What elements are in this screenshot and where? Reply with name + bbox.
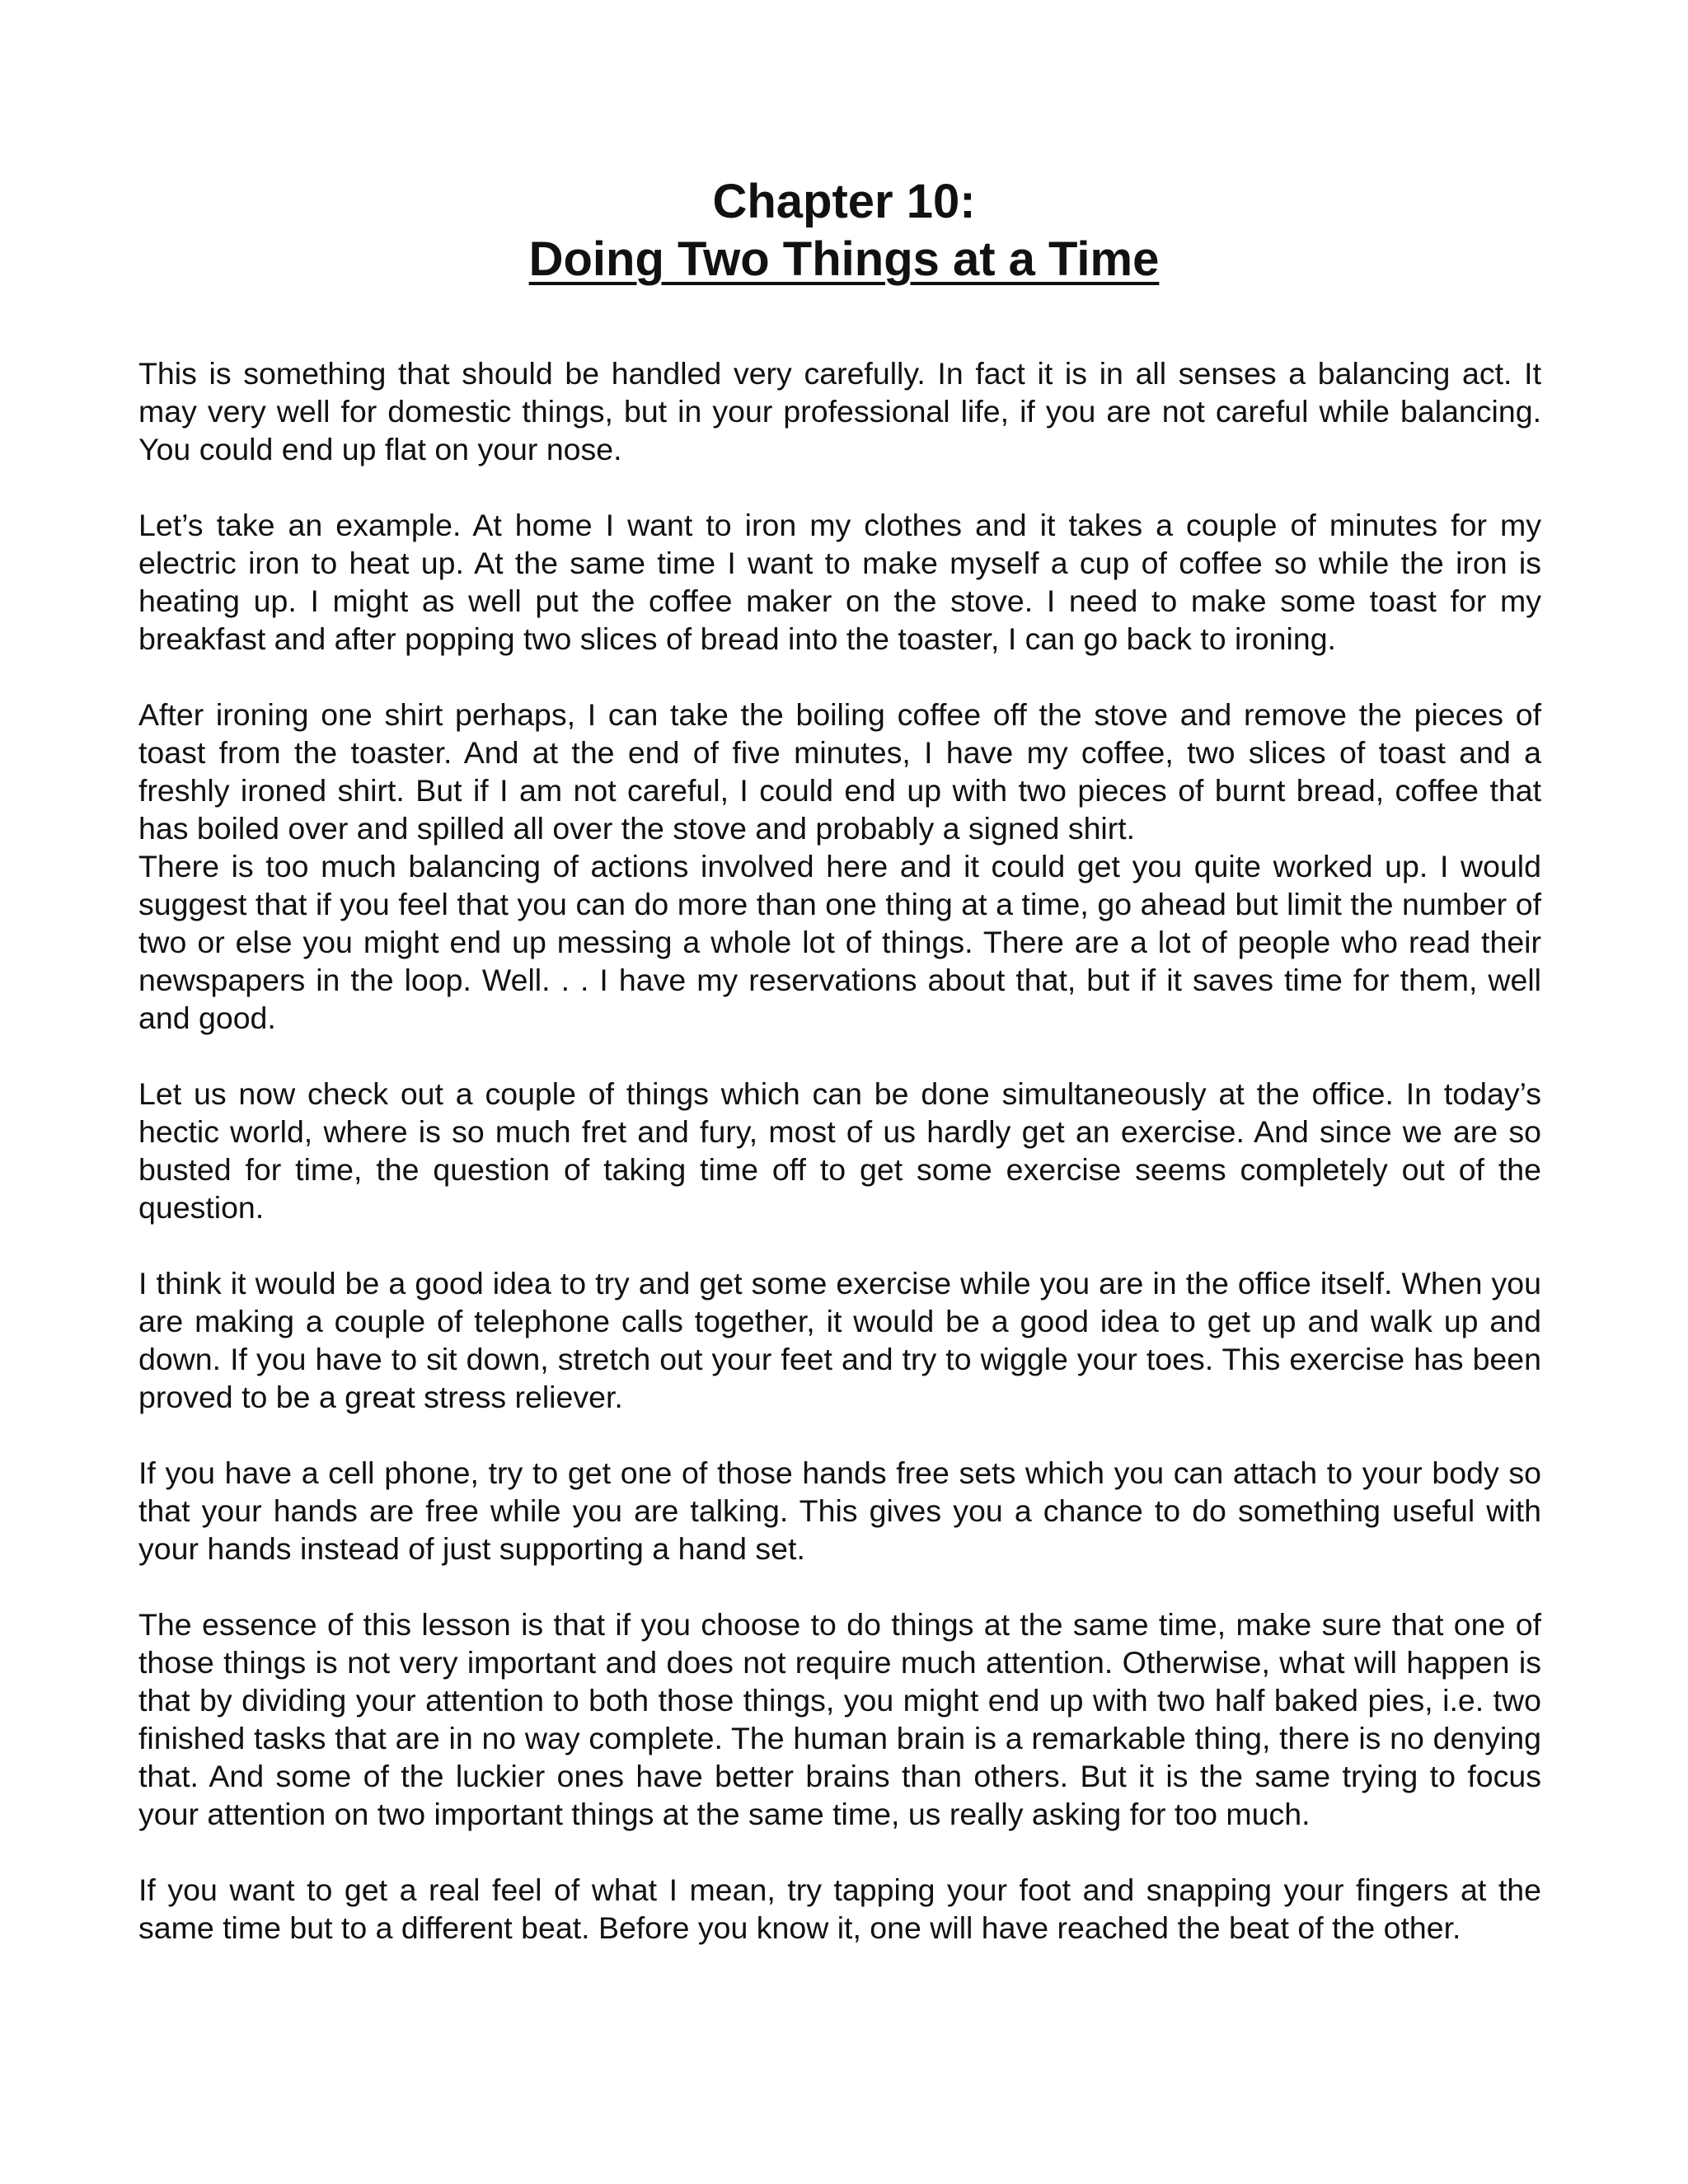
- body-text: [138, 354, 1541, 1985]
- chapter-number: Chapter 10:: [712, 175, 976, 228]
- paragraph-5: Let us now check out a couple of things which can be done simultaneously at the office. In today’s hectic world, where is so much fret and fury, most of us hardly get an exercise. And since we are so busted for time, the question of taking time off to get some exercise seems completely out of the question.: [138, 1076, 1541, 1225]
- paragraph-9: If you want to get a real feel of what I mean, try tapping your foot and snapping your fingers at the same time but to a different beat. Before you know it, one will have reached the beat of the other.: [138, 1872, 1541, 1945]
- paragraph-3: After ironing one shirt perhaps, I can take the boiling coffee off the stove and remove the pieces of toast from the toaster. And at the end of five minutes, I have my coffee, two slices of toast and a freshly ironed shirt. But if I am not careful, I could end up with two pieces of burnt bread, coffee that has boiled over and spilled all over the stove and probably a signed shirt.: [138, 697, 1541, 846]
- paragraph-8: The essence of this lesson is that if you choose to do things at the same time, make sure that one of those things is not very important and does not require much attention. Otherwise, what will happen is that by dividing your attention to both those things, you might end up with two half baked pies, i.e. two finished tasks that are in no way complete. The human brain is a remarkable thing, there is no denying that. And some of the luckier ones have better brains than others. But it is the same trying to focus your attention on two important things at the same time, us really asking for too much.: [138, 1607, 1541, 1831]
- paragraph-2: Let’s take an example. At home I want to iron my clothes and it takes a couple of minutes for my electric iron to heat up. At the same time I want to make myself a cup of coffee so while the iron is heating up. I might as well put the coffee maker on the stove. I need to make some toast for my breakfast and after popping two slices of bread into the toaster, I can go back to ironing.: [138, 508, 1541, 656]
- chapter-title-text: Doing Two Things at a Time: [528, 232, 1160, 286]
- paragraph-6: I think it would be a good idea to try and get some exercise while you are in the office itself. When you are making a couple of telephone calls together, it would be a good idea to get up and walk up and down. If you have to sit down, stretch out your feet and try to wiggle your toes. This exercise has been proved to be a great stress reliever.: [138, 1266, 1541, 1414]
- paragraph-4: There is too much balancing of actions involved here and it could get you quite worked up. I would suggest that if you feel that you can do more than one thing at a time, go ahead but limit the number of two or else you might end up messing a whole lot of things. There are a lot of people who read their newspapers in the loop. Well. . . I have my reservations about that, but if it saves time for them, well and good.: [138, 849, 1541, 1035]
- chapter-title: [0, 231, 1688, 288]
- paragraph-1: This is something that should be handled very carefully. In fact it is in all senses a balancing act. It may very well for domestic things, but in your professional life, if you are not careful while balancing. You could end up flat on your nose.: [138, 356, 1541, 466]
- paragraph-7: If you have a cell phone, try to get one of those hands free sets which you can attach to your body so that your hands are free while you are talking. This gives you a chance to do something useful with your hands instead of just supporting a hand set.: [138, 1455, 1541, 1566]
